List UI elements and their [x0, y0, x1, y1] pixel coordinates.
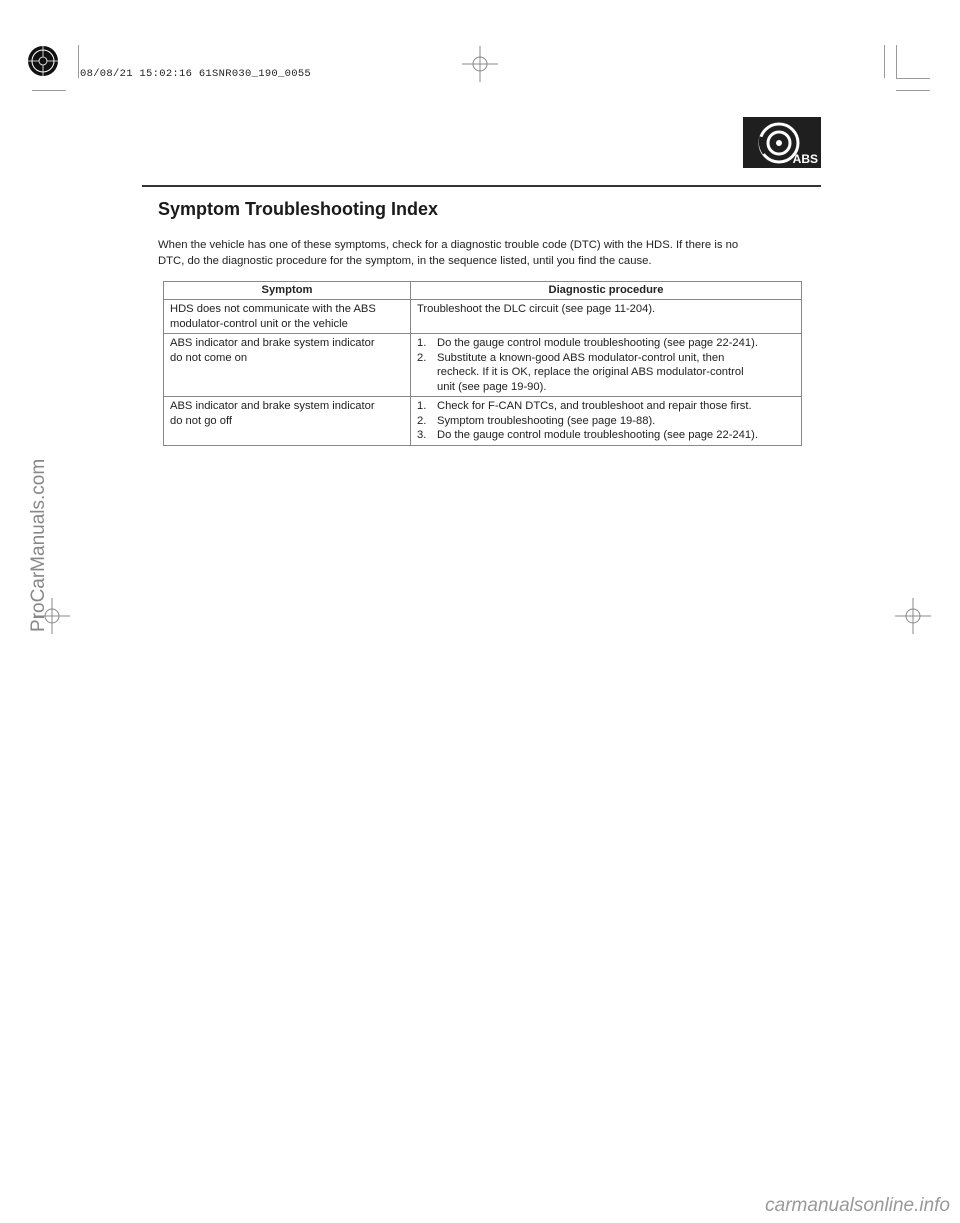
- symptom-text: modulator-control unit or the vehicle: [170, 317, 348, 330]
- step-line: recheck. If it is OK, replace the original ABS modulator-control: [437, 366, 744, 378]
- step-line: unit (see page 19-90).: [437, 380, 547, 393]
- procedure-step: [417, 414, 795, 429]
- step-line: Substitute a known-good ABS modulator-control unit, then: [437, 351, 725, 364]
- procedure-step: [417, 336, 795, 351]
- symptom-column-header: Symptom: [164, 282, 411, 300]
- symptom-text: do not go off: [170, 414, 233, 427]
- procedure-step: [417, 428, 795, 443]
- symptom-text: ABS indicator and brake system indicator: [170, 337, 375, 349]
- step-text: [437, 414, 795, 429]
- step-number: 1.: [417, 400, 427, 412]
- intro-line: When the vehicle has one of these symptoms, check for a diagnostic trouble code (DTC) with the HDS. If there is no: [158, 239, 739, 251]
- procedure-step: [417, 351, 795, 395]
- symptom-text: ABS indicator and brake system indicator: [170, 400, 375, 412]
- symptom-cell: [164, 397, 411, 446]
- print-stamp: 08/08/21 15:02:16 61SNR030_190_0055: [80, 68, 312, 80]
- procedure-step: [417, 399, 795, 414]
- procedure-text: Troubleshoot the DLC circuit (see page 11-204).: [417, 303, 656, 315]
- side-watermark: ProCarManuals.com: [28, 458, 49, 632]
- table-row: [164, 334, 802, 397]
- step-line: Check for F-CAN DTCs, and troubleshoot and repair those first.: [437, 400, 752, 412]
- procedure-cell: [411, 397, 802, 446]
- crosshair-icon: [895, 598, 931, 634]
- step-text: [437, 336, 795, 351]
- crop-mark: [896, 45, 897, 78]
- bottom-watermark: carmanualsonline.info: [765, 1195, 950, 1216]
- symptom-cell: [164, 300, 411, 334]
- procedure-cell: [411, 334, 802, 397]
- step-line: Do the gauge control module troubleshooting (see page 22-241).: [437, 337, 758, 349]
- step-number: 2.: [417, 351, 427, 364]
- step-text: [437, 399, 795, 414]
- procedure-column-header: Diagnostic procedure: [411, 282, 802, 300]
- crop-mark: [78, 45, 79, 78]
- crop-mark: [896, 78, 930, 79]
- step-line: Symptom troubleshooting (see page 19-88).: [437, 414, 656, 427]
- procedure-cell: [411, 300, 802, 334]
- crop-mark: [884, 45, 885, 78]
- symptom-text: do not come on: [170, 351, 248, 364]
- symptom-cell: [164, 334, 411, 397]
- step-line: Do the gauge control module troubleshooting (see page 22-241).: [437, 429, 758, 441]
- step-number: 1.: [417, 337, 427, 349]
- table-row: [164, 397, 802, 446]
- crosshair-icon: [462, 46, 498, 82]
- table-row: [164, 300, 802, 334]
- abs-badge-label: ABS: [792, 152, 818, 166]
- table-header-row: [164, 282, 802, 300]
- step-number: 2.: [417, 414, 427, 427]
- registration-target-icon: [26, 44, 60, 78]
- intro-line: DTC, do the diagnostic procedure for the symptom, in the sequence listed, until you find the cause.: [158, 255, 652, 267]
- page-title: Symptom Troubleshooting Index: [158, 199, 439, 219]
- symptom-index-table: [163, 281, 802, 446]
- header-rule: [142, 185, 821, 187]
- crop-mark: [32, 90, 66, 91]
- step-number: 3.: [417, 429, 427, 441]
- intro-paragraph: [158, 237, 808, 269]
- abs-section-badge: [743, 117, 821, 168]
- crop-mark: [896, 90, 930, 91]
- symptom-text: HDS does not communicate with the ABS: [170, 303, 376, 315]
- step-text: [437, 428, 795, 443]
- step-text: [437, 351, 795, 395]
